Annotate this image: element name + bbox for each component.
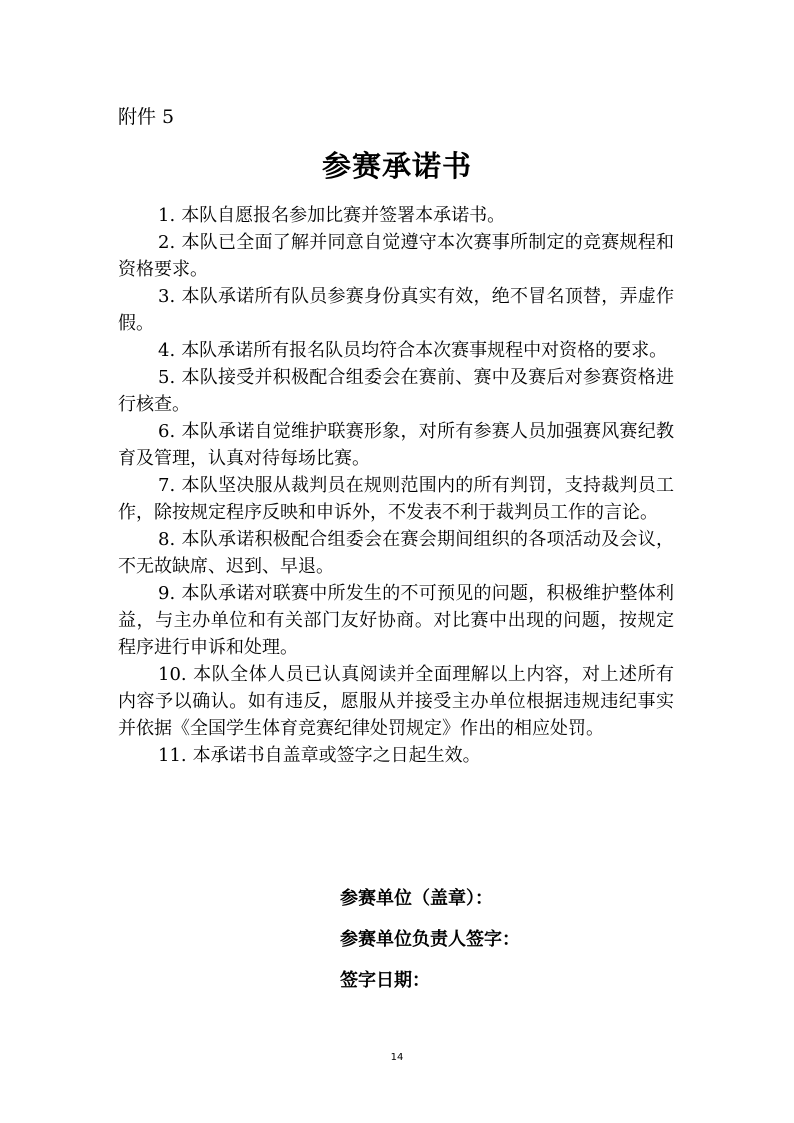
item-number: 9.	[158, 583, 176, 604]
item-text: 本队坚决服从裁判员在规则范围内的所有判罚，支持裁判员工作，除按规定程序反映和申诉外，不发表不利于裁判员工作的言论。	[118, 475, 674, 523]
list-item	[118, 364, 674, 418]
list-item	[118, 283, 674, 337]
leader-signature-label: 参赛单位负责人签字：	[340, 929, 520, 950]
page-number: 14	[390, 1052, 404, 1063]
list-item	[118, 742, 674, 769]
item-number: 5.	[158, 367, 176, 388]
attachment-label: 附件 5	[118, 106, 175, 128]
page-title: 参赛承诺书	[321, 149, 472, 183]
item-text: 本队已全面了解并同意自觉遵守本次赛事所制定的竞赛规程和资格要求。	[118, 232, 674, 280]
sign-date-label: 签字日期：	[340, 970, 430, 991]
item-number: 8.	[158, 529, 176, 550]
item-text: 本队承诺对联赛中所发生的不可预见的问题，积极维护整体利益，与主办单位和有关部门友好协商。对比赛中出现的问题，按规定程序进行申诉和处理。	[118, 583, 674, 658]
item-text: 本队接受并积极配合组委会在赛前、赛中及赛后对参赛资格进行核查。	[118, 367, 674, 415]
list-item	[118, 472, 674, 526]
item-text: 本队自愿报名参加比赛并签署本承诺书。	[181, 205, 506, 226]
list-item	[118, 229, 674, 283]
item-number: 3.	[158, 286, 176, 307]
item-number: 2.	[158, 232, 176, 253]
item-number: 4.	[158, 340, 176, 361]
unit-seal-label: 参赛单位（盖章）：	[340, 888, 493, 909]
item-text: 本队承诺所有报名队员均符合本次赛事规程中对资格的要求。	[181, 340, 668, 361]
item-text: 本队承诺自觉维护联赛形象，对所有参赛人员加强赛风赛纪教育及管理，认真对待每场比赛。	[118, 421, 674, 469]
list-item	[118, 418, 674, 472]
item-number: 11.	[158, 745, 187, 766]
list-item	[118, 337, 674, 364]
signature-block	[340, 886, 520, 1009]
item-number: 7.	[158, 475, 176, 496]
commitment-list	[118, 202, 674, 769]
item-text: 本队承诺所有队员参赛身份真实有效，绝不冒名顶替，弄虚作假。	[118, 286, 674, 334]
item-number: 10.	[158, 664, 187, 685]
item-number: 6.	[158, 421, 176, 442]
item-number: 1.	[158, 205, 176, 226]
item-text: 本队承诺积极配合组委会在赛会期间组织的各项活动及会议，不无故缺席、迟到、早退。	[118, 529, 674, 577]
list-item	[118, 526, 674, 580]
item-text: 本承诺书自盖章或签字之日起生效。	[192, 745, 481, 766]
list-item	[118, 661, 674, 742]
list-item	[118, 202, 674, 229]
item-text: 本队全体人员已认真阅读并全面理解以上内容，对上述所有内容予以确认。如有违反，愿服从并接受主办单位根据违规违纪事实并依据《全国学生体育竞赛纪律处罚规定》作出的相应处罚。	[118, 664, 674, 739]
list-item	[118, 580, 674, 661]
